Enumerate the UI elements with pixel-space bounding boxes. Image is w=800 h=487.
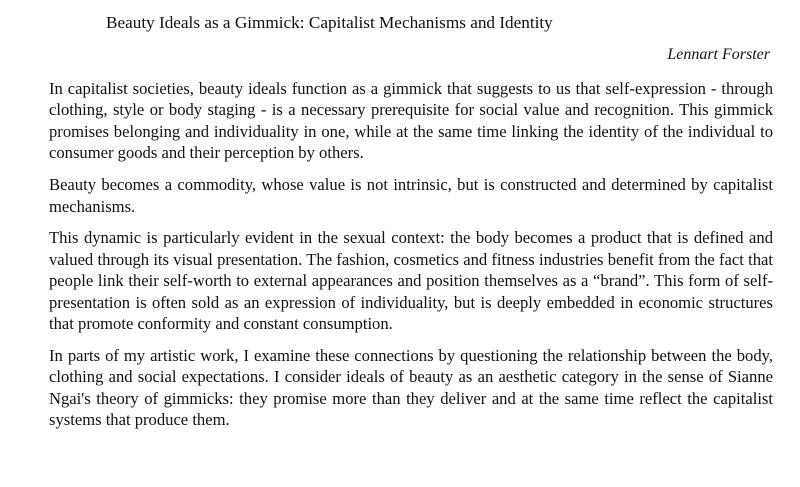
document-title: Beauty Ideals as a Gimmick: Capitalist Mechanisms and Identity bbox=[106, 13, 553, 32]
paragraph-1: In capitalist societies, beauty ideals function as a gimmick that suggests to us that self-expression - through clothing, style or body staging - is a necessary prerequisite for social value and recognition. This gimmick promises belonging and individuality in one, while at the same time linking the identity of the individual to consumer goods and their perception by others. bbox=[49, 79, 773, 163]
paragraph-2: Beauty becomes a commodity, whose value is not intrinsic, but is constructed and determined by capitalist mechanisms. bbox=[49, 175, 773, 216]
document-body bbox=[49, 78, 773, 441]
author-name: Lennart Forster bbox=[667, 46, 770, 63]
paragraph-4: In parts of my artistic work, I examine these connections by questioning the relationship between the body, clothing and social expectations. I consider ideals of beauty as an aesthetic category in the sense of Sianne Ngai's theory of gimmicks: they promise more than they deliver and at the same time reflect the capitalist systems that produce them. bbox=[49, 345, 773, 430]
paragraph-3: This dynamic is particularly evident in the sexual context: the body becomes a product that is defined and valued through its visual presentation. The fashion, cosmetics and fitness industries benefit from the fact that people link their self-worth to external appearances and position themselves as a “brand”. This form of self-presentation is often sold as an expression of individuality, but is deeply embedded in economic structures that promote conformity and constant consumption. bbox=[49, 228, 773, 334]
